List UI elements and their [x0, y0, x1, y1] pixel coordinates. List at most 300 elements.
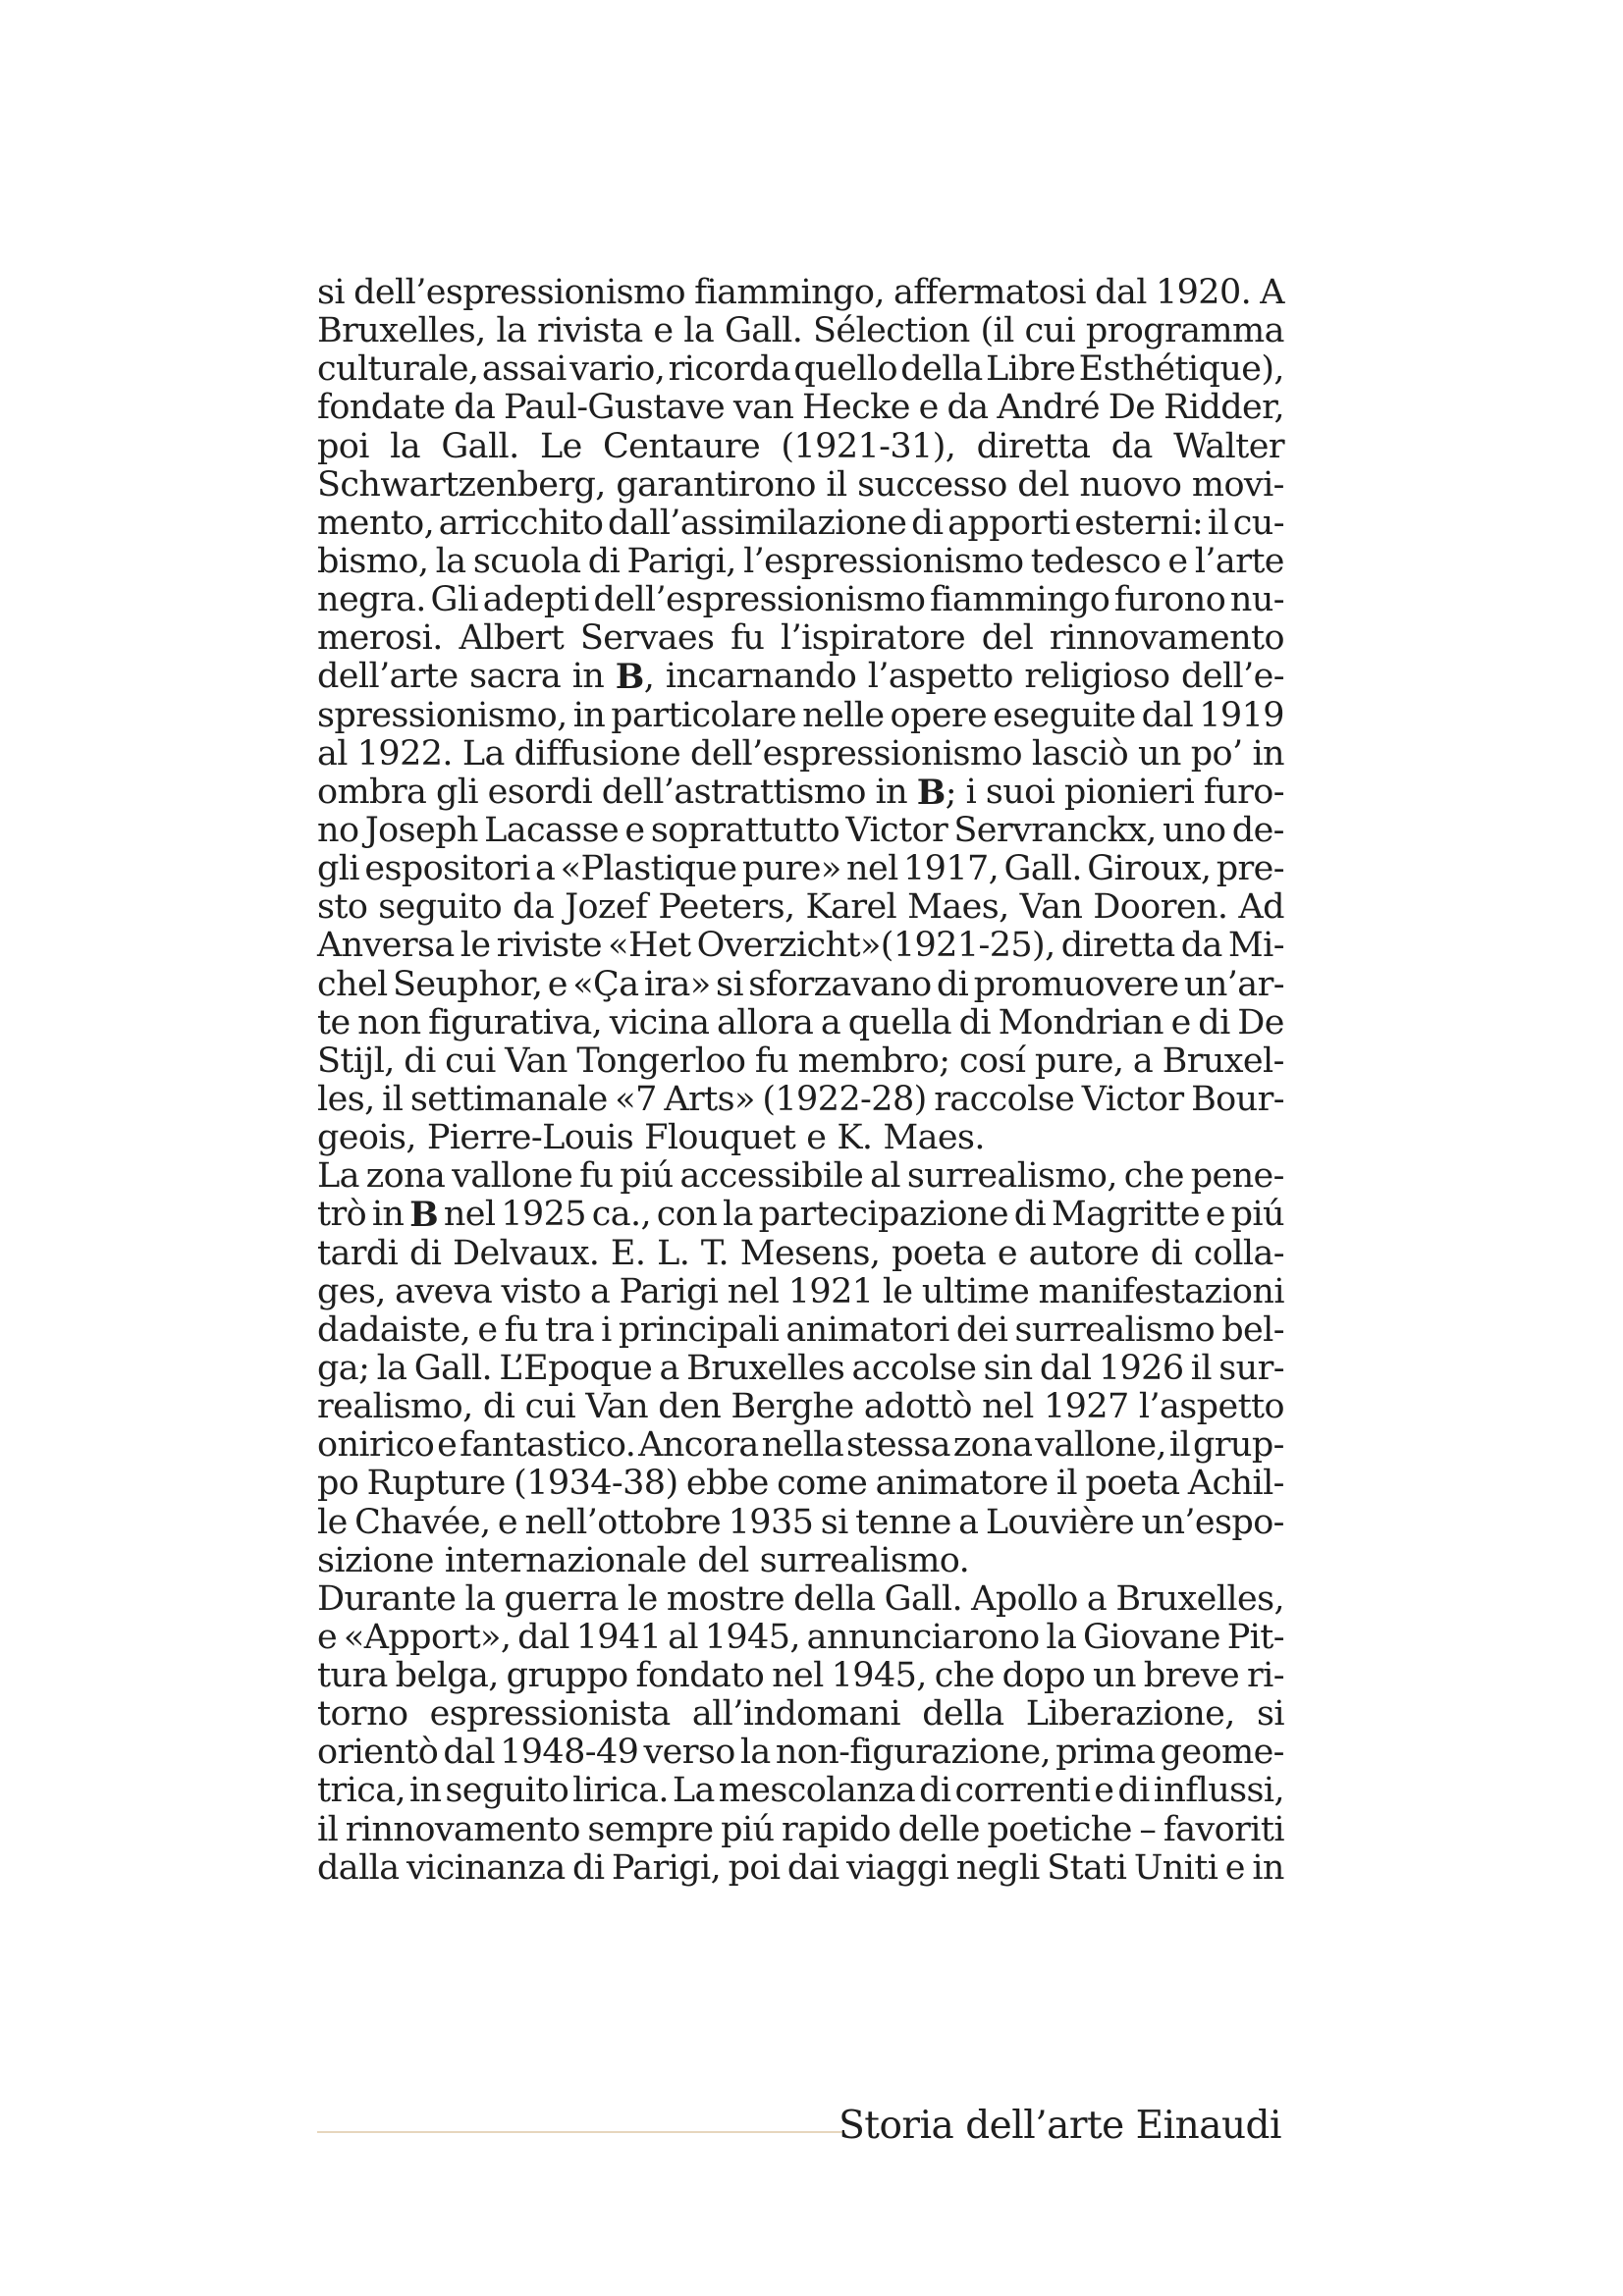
- word: dal: [1039, 1348, 1092, 1388]
- word: A: [1260, 273, 1284, 312]
- word: principali: [618, 1309, 780, 1350]
- word: Apollo: [971, 1578, 1078, 1619]
- word: non: [357, 1002, 421, 1042]
- text-line: [317, 1465, 1284, 1503]
- word: van: [732, 388, 794, 428]
- word: ultime: [921, 1271, 1030, 1311]
- word: e: [1224, 1847, 1245, 1888]
- word: Parigi: [619, 1271, 719, 1311]
- word: i: [965, 772, 977, 812]
- word: diffusione: [514, 733, 681, 774]
- word: in: [408, 1771, 442, 1811]
- word: zona: [952, 1425, 1033, 1466]
- word: ri-: [1246, 1656, 1284, 1696]
- word: Giovane: [1083, 1617, 1220, 1657]
- text-line: [317, 1580, 1284, 1619]
- word: 1921: [787, 1271, 874, 1311]
- word: in: [371, 1195, 405, 1235]
- text-line: [317, 581, 1284, 619]
- word: gli: [317, 849, 359, 889]
- word: membro;: [797, 1041, 950, 1081]
- word: ges,: [317, 1271, 386, 1311]
- word: lasciò: [1031, 733, 1129, 774]
- word: la: [496, 311, 527, 351]
- word: Karel: [805, 887, 897, 928]
- word: poi: [317, 426, 369, 466]
- word: L.: [657, 1233, 690, 1273]
- text-line: [317, 389, 1284, 427]
- word: Uniti: [1133, 1847, 1218, 1888]
- text-line: [317, 466, 1284, 505]
- word: furono: [1113, 580, 1226, 620]
- word: diretta: [976, 426, 1091, 466]
- word: rinnovamento: [1049, 618, 1284, 659]
- word: Centaure: [602, 426, 761, 466]
- word: cosí: [958, 1041, 1026, 1081]
- word: 1926: [1098, 1348, 1184, 1388]
- word: il: [1207, 503, 1229, 543]
- word: Bruxelles,: [317, 311, 486, 351]
- word: piú: [1230, 1195, 1284, 1235]
- word: T.: [700, 1233, 730, 1273]
- word: –: [1139, 1809, 1157, 1849]
- word: favoriti: [1163, 1809, 1284, 1849]
- word: aveva: [395, 1271, 493, 1311]
- word: viaggi: [846, 1847, 949, 1888]
- word: K.: [837, 1118, 873, 1158]
- word: e: [1094, 1771, 1114, 1811]
- text-line: [317, 1119, 1284, 1157]
- word: merosi.: [317, 618, 443, 659]
- word: La: [317, 1156, 359, 1197]
- word: come: [777, 1464, 868, 1504]
- word: delle: [897, 1809, 980, 1849]
- word: a: [1132, 1041, 1154, 1081]
- word: Ancora: [638, 1425, 759, 1466]
- text-line: [317, 1311, 1284, 1350]
- word: Peeters,: [658, 887, 795, 928]
- word: Giroux,: [1087, 849, 1212, 889]
- word: in: [571, 657, 605, 697]
- word: Jozef: [565, 887, 648, 928]
- word: poeta: [1085, 1464, 1180, 1504]
- word: annunciarono: [806, 1617, 1040, 1657]
- word: e: [1170, 1002, 1191, 1042]
- text-line: [317, 543, 1284, 581]
- word: Gall.: [884, 1578, 963, 1619]
- text-line: [317, 1273, 1284, 1311]
- word: 1922.: [356, 733, 453, 774]
- word: B;: [916, 772, 956, 813]
- word: Pierre-Louis: [426, 1118, 634, 1158]
- word: mescolanza: [718, 1771, 916, 1811]
- word: opere: [890, 695, 988, 735]
- word: al: [870, 1156, 900, 1197]
- word: visto: [501, 1271, 581, 1311]
- text-line: [317, 350, 1284, 389]
- word: l’espressionismo: [743, 541, 1024, 581]
- word: André: [997, 388, 1100, 428]
- word: Servranckx,: [953, 810, 1157, 850]
- word: garantirono: [616, 464, 816, 505]
- word: fantastico.: [460, 1425, 636, 1466]
- word: poeta: [892, 1233, 987, 1273]
- word: del: [981, 618, 1034, 659]
- word: tenne: [855, 1502, 951, 1542]
- word: colla-: [1193, 1233, 1284, 1273]
- word: lirica.: [572, 1771, 669, 1811]
- word: che: [934, 1656, 995, 1696]
- word: Gall.: [441, 426, 519, 466]
- word: le: [882, 1271, 913, 1311]
- word: Gall.: [1003, 849, 1082, 889]
- word: La: [461, 733, 505, 774]
- word: pure,: [1034, 1041, 1124, 1081]
- word: surrealismo.: [759, 1540, 970, 1580]
- word: Durante: [317, 1578, 457, 1619]
- word: 1917,: [903, 849, 1000, 889]
- word: dall’assimilazione: [608, 503, 907, 543]
- word: da: [947, 388, 989, 428]
- word: prima: [1055, 1733, 1156, 1773]
- word: autore: [1028, 1233, 1140, 1273]
- word: il: [826, 464, 847, 505]
- word: all’indomani: [691, 1694, 900, 1735]
- text-line: [317, 505, 1284, 543]
- text-line: [317, 735, 1284, 774]
- word: a: [659, 1348, 679, 1388]
- word: vario,: [569, 349, 666, 390]
- word: rivista: [537, 311, 643, 351]
- text-line: [317, 1426, 1284, 1465]
- word: Delvaux.: [453, 1233, 600, 1273]
- text-line: [317, 1235, 1284, 1273]
- word: Albert: [459, 618, 565, 659]
- word: Gli: [430, 580, 479, 620]
- word: 1941: [575, 1617, 662, 1657]
- word: di: [1150, 1233, 1183, 1273]
- word: ombra: [317, 772, 427, 812]
- word: adepti: [482, 580, 589, 620]
- word: cui: [1024, 311, 1076, 351]
- text-line: [317, 1004, 1284, 1042]
- word: zona: [365, 1156, 446, 1197]
- word: Overzicht»(1921-25),: [696, 926, 1055, 966]
- word: fondate: [317, 388, 446, 428]
- word: 1925: [501, 1195, 586, 1235]
- word: Victor: [1081, 1079, 1184, 1119]
- word: Sélection: [813, 311, 970, 351]
- word: e: [437, 1425, 458, 1466]
- word: di: [1117, 1771, 1150, 1811]
- word: vallone: [452, 1156, 573, 1197]
- text-line: [317, 1695, 1284, 1734]
- word: accessibile: [679, 1156, 864, 1197]
- word: adottò: [863, 1387, 972, 1427]
- word: riviste: [496, 926, 603, 966]
- word: la: [376, 1348, 407, 1388]
- word: influssi,: [1153, 1771, 1284, 1811]
- word: da: [513, 887, 555, 928]
- word: scuola: [472, 541, 581, 581]
- word: sizione: [317, 1540, 434, 1580]
- word: con: [656, 1195, 718, 1235]
- word: Achil-: [1187, 1464, 1284, 1504]
- word: suoi: [985, 772, 1055, 812]
- text-line: [317, 697, 1284, 735]
- word: diretta: [1060, 926, 1175, 966]
- word: Bruxelles: [686, 1348, 845, 1388]
- word: sin: [983, 1348, 1033, 1388]
- word: ricorda: [668, 349, 791, 390]
- word: di: [587, 541, 621, 581]
- word: chel: [317, 964, 388, 1004]
- word: furo-: [1203, 772, 1284, 812]
- word: partecipazione: [758, 1195, 1008, 1235]
- word: a: [1086, 1578, 1108, 1619]
- word: e: [653, 311, 674, 351]
- word: dai: [786, 1847, 839, 1888]
- word: figurativa,: [428, 1002, 603, 1042]
- text-line: [317, 619, 1284, 658]
- word: nu-: [1229, 580, 1284, 620]
- word: di: [572, 1847, 605, 1888]
- word: Arts»: [664, 1079, 755, 1119]
- word: poetiche: [987, 1809, 1132, 1849]
- word: geome-: [1160, 1733, 1284, 1773]
- word: ga;: [317, 1348, 370, 1388]
- word: tardi: [317, 1233, 399, 1273]
- word: di: [482, 1387, 515, 1427]
- word: movi-: [1191, 464, 1284, 505]
- word: l’aspetto: [1138, 1387, 1284, 1427]
- word: fu: [579, 1156, 614, 1197]
- word: e: [547, 964, 568, 1004]
- word: gruppo: [506, 1656, 628, 1696]
- word: della: [900, 349, 983, 390]
- word: Ad: [1238, 887, 1284, 928]
- text-line: [317, 888, 1284, 927]
- text-line: [317, 1388, 1284, 1426]
- word: nel: [982, 1387, 1034, 1427]
- word: 1927: [1043, 1387, 1129, 1427]
- word: 1920.: [1155, 273, 1252, 312]
- word: fu: [504, 1309, 538, 1350]
- word: dell’astrattismo: [601, 772, 866, 812]
- word: correnti: [954, 1771, 1091, 1811]
- word: Bruxel-: [1162, 1041, 1284, 1081]
- word: dal: [517, 1617, 569, 1657]
- word: e: [624, 810, 645, 850]
- word: negra.: [317, 580, 426, 620]
- word: cu-: [1232, 503, 1284, 543]
- word: «Het: [608, 926, 691, 966]
- word: dal: [1141, 695, 1194, 735]
- text-line: [317, 850, 1284, 888]
- word: trica,: [317, 1771, 406, 1811]
- word: arricchito: [438, 503, 604, 543]
- word: e: [806, 1118, 827, 1158]
- text-line: [317, 1619, 1284, 1657]
- word: culturale,: [317, 349, 479, 390]
- word: nell’ottobre: [524, 1502, 722, 1542]
- word: B,: [615, 657, 655, 698]
- word: ca.,: [591, 1195, 652, 1235]
- word: stessa: [846, 1425, 950, 1466]
- word: trò: [317, 1195, 367, 1235]
- word: fondato: [635, 1656, 765, 1696]
- word: Van: [1019, 887, 1083, 928]
- word: di: [936, 964, 969, 1004]
- word: spressionismo,: [317, 695, 568, 735]
- word: animatori: [785, 1309, 949, 1350]
- word: Louvière: [985, 1502, 1135, 1542]
- word: affermatosi: [893, 273, 1086, 312]
- word: «Plastique: [560, 849, 737, 889]
- word: la: [722, 1195, 753, 1235]
- word: La: [672, 1771, 715, 1811]
- word: Servaes: [579, 618, 715, 659]
- text-line: [317, 1811, 1284, 1849]
- word: un’ar-: [1183, 964, 1284, 1004]
- word: bismo,: [317, 541, 429, 581]
- word: verso: [643, 1733, 735, 1773]
- word: Flouquet: [644, 1118, 796, 1158]
- word: po: [317, 1464, 359, 1504]
- word: pre-: [1216, 849, 1284, 889]
- word: di: [958, 1002, 992, 1042]
- word: il: [317, 1809, 339, 1849]
- word: a: [589, 1271, 611, 1311]
- word: un: [1093, 1656, 1136, 1696]
- word: Lacasse: [484, 810, 620, 850]
- word: Stijl,: [317, 1041, 395, 1081]
- word: la: [390, 426, 421, 466]
- word: guerra: [504, 1578, 619, 1619]
- word: eseguite: [993, 695, 1136, 735]
- word: in: [572, 695, 606, 735]
- word: pionieri: [1063, 772, 1195, 812]
- word: Schwartzenberg,: [317, 464, 606, 505]
- text-line: [317, 1157, 1284, 1196]
- word: non-figurazione,: [775, 1733, 1051, 1773]
- word: programma: [1085, 311, 1284, 351]
- word: fiammingo,: [694, 273, 885, 312]
- word: Magritte: [1051, 1195, 1200, 1235]
- word: e: [918, 388, 939, 428]
- word: Paul-Gustave: [504, 388, 726, 428]
- word: nel: [772, 1656, 824, 1696]
- word: (il: [980, 311, 1014, 351]
- word: seguito: [378, 887, 503, 928]
- word: Victor: [845, 810, 948, 850]
- word: della: [922, 1694, 1004, 1735]
- word: fu: [754, 1041, 789, 1081]
- word: surrealismo,: [906, 1156, 1117, 1197]
- word: sur-: [1218, 1348, 1284, 1388]
- word: Walter: [1173, 426, 1284, 466]
- word: negli: [955, 1847, 1040, 1888]
- word: della: [793, 1578, 876, 1619]
- word: De: [1108, 388, 1156, 428]
- text-line: [317, 927, 1284, 965]
- word: un: [1137, 733, 1181, 774]
- word: il: [1055, 1464, 1078, 1504]
- word: vicina: [609, 1002, 710, 1042]
- word: espressionista: [429, 1694, 671, 1735]
- word: soprattutto: [650, 810, 840, 850]
- word: sto: [317, 887, 368, 928]
- word: Bour-: [1191, 1079, 1284, 1119]
- word: internazionale: [444, 1540, 687, 1580]
- word: e: [497, 1502, 518, 1542]
- word: De: [1237, 1002, 1284, 1042]
- word: Berghe: [730, 1387, 854, 1427]
- word: apporti: [947, 503, 1070, 543]
- word: Tongerloo: [576, 1041, 746, 1081]
- word: surrealismo: [1014, 1309, 1216, 1350]
- word: mento,: [317, 503, 435, 543]
- body-text: [317, 274, 1284, 1888]
- word: i: [601, 1309, 612, 1350]
- text-line: [317, 1196, 1284, 1234]
- word: Parigi,: [626, 541, 736, 581]
- word: e: [477, 1309, 498, 1350]
- word: dell’arte: [317, 657, 459, 697]
- word: dal: [443, 1733, 495, 1773]
- word: ira»: [643, 964, 711, 1004]
- text-line: [317, 1734, 1284, 1772]
- word: torno: [317, 1694, 408, 1735]
- word: B: [409, 1195, 439, 1236]
- word: sacra: [469, 657, 562, 697]
- word: Mi-: [1227, 926, 1284, 966]
- word: gli: [435, 772, 478, 812]
- word: onirico: [317, 1425, 435, 1466]
- text-line: [317, 1504, 1284, 1542]
- word: accolse: [851, 1348, 977, 1388]
- word: 1919: [1199, 695, 1284, 735]
- word: di: [1013, 1195, 1047, 1235]
- word: la: [739, 1733, 771, 1773]
- word: al: [668, 1617, 698, 1657]
- word: nella: [761, 1425, 844, 1466]
- word: rapido: [781, 1809, 892, 1849]
- word: da: [1180, 926, 1222, 966]
- text-line: [317, 274, 1284, 312]
- word: particolare: [611, 695, 797, 735]
- text-line: [317, 966, 1284, 1004]
- word: dadaiste,: [317, 1309, 471, 1350]
- word: no: [317, 810, 359, 850]
- text-line: [317, 1042, 1284, 1081]
- word: sforzavano: [748, 964, 932, 1004]
- word: Esthétique),: [1078, 349, 1284, 390]
- word: e: [1205, 1195, 1225, 1235]
- word: po’: [1190, 733, 1243, 774]
- word: di: [919, 1771, 951, 1811]
- word: il: [382, 1079, 404, 1119]
- word: manifestazioni: [1038, 1271, 1284, 1311]
- word: la: [1046, 1617, 1077, 1657]
- word: ebbe: [685, 1464, 769, 1504]
- word: «Ça: [572, 964, 639, 1004]
- text-line: [317, 1542, 1284, 1580]
- word: nelle: [802, 695, 885, 735]
- word: in: [1252, 733, 1284, 774]
- word: da: [1110, 426, 1153, 466]
- word: E.: [610, 1233, 646, 1273]
